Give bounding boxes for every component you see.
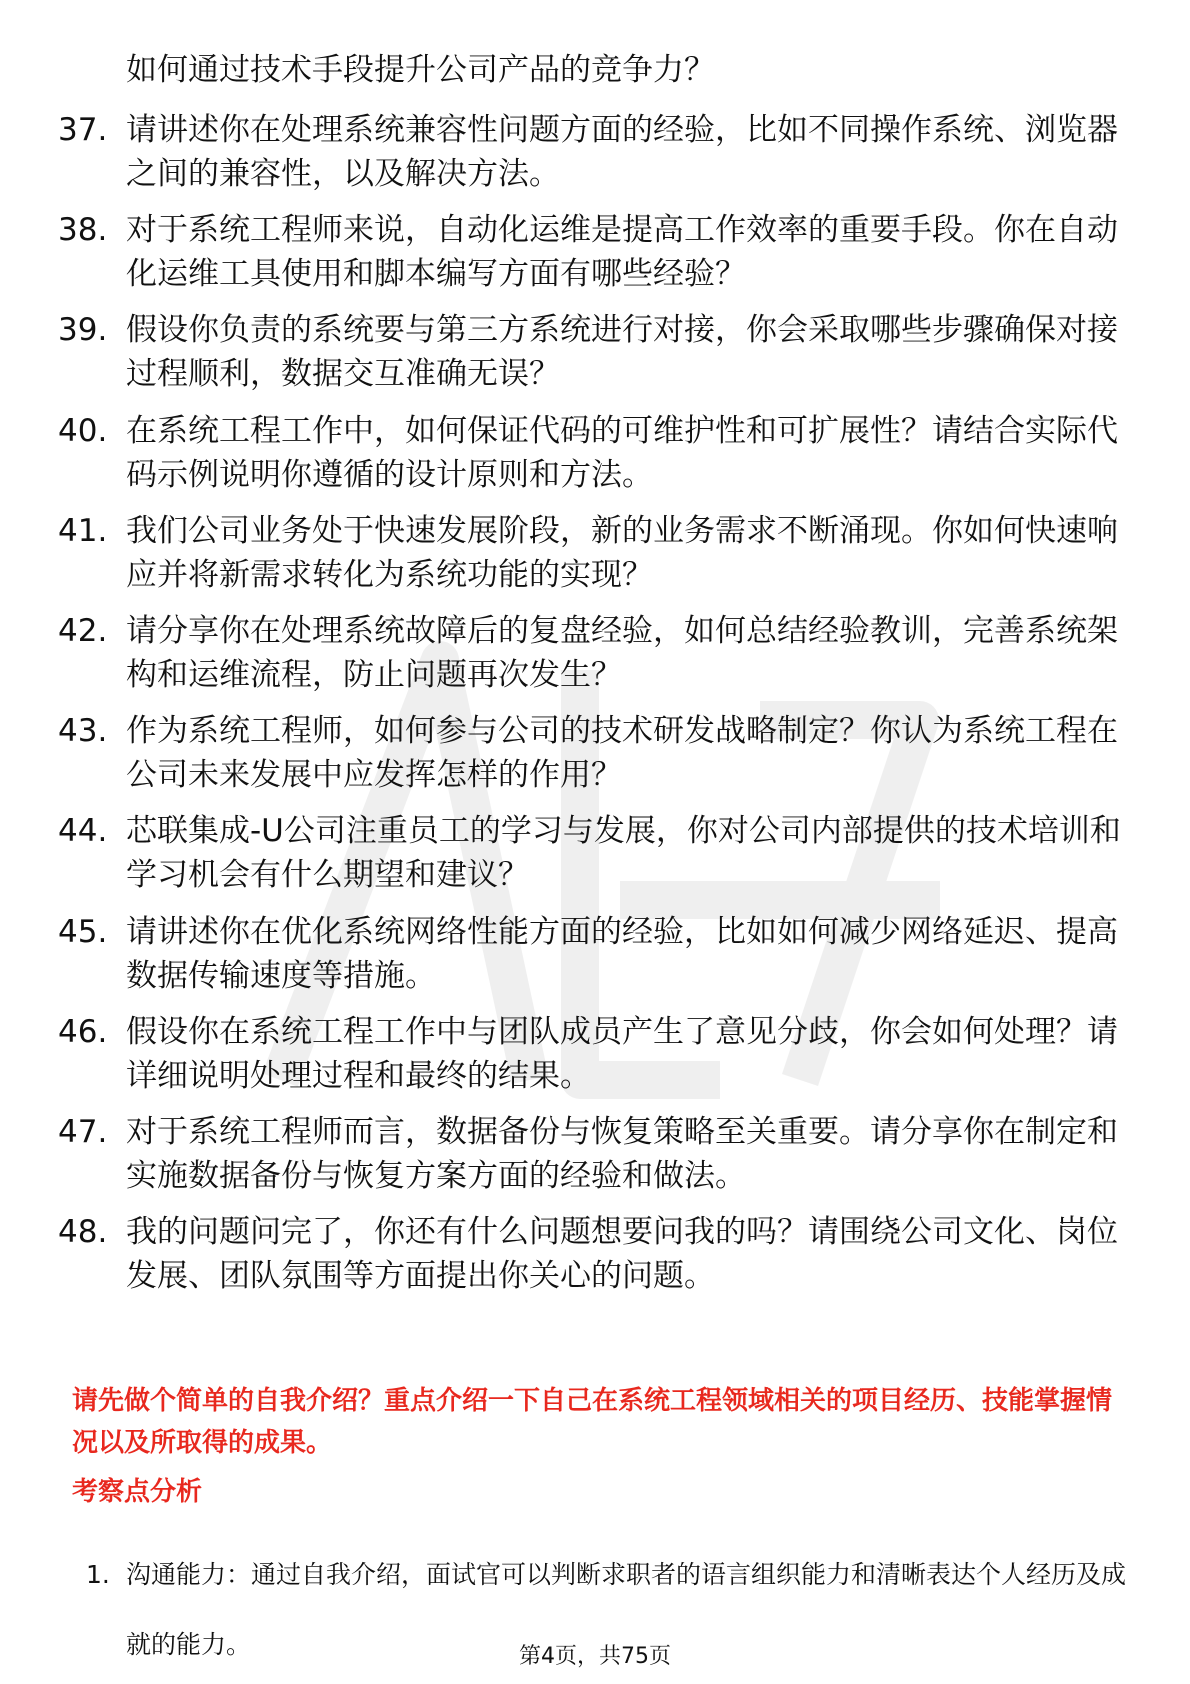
list-item (58, 809, 1128, 897)
question-number: 44. (58, 813, 108, 850)
list-item (58, 1010, 1128, 1098)
list-item (58, 609, 1128, 697)
list-item (58, 709, 1128, 797)
list-item (58, 509, 1128, 597)
question-number: 37. (58, 112, 108, 148)
question-number: 38. (58, 212, 108, 249)
list-item (58, 910, 1128, 998)
analysis-item-text: 沟通能力：通过自我介绍，面试官可以判断求职者的语言组织能力和清晰表达个人经历及成就的能力。 (126, 1560, 1127, 1659)
list-item (58, 1110, 1128, 1198)
list-item (58, 1210, 1128, 1298)
question-text: 假设你在系统工程工作中与团队成员产生了意见分歧，你会如何处理？请详细说明处理过程和最终的结果。 (126, 1013, 1118, 1094)
page-footer: 第4页，共75页 (519, 1644, 671, 1669)
question-text: 请讲述你在优化系统网络性能方面的经验，比如如何减少网络延迟、提高数据传输速度等措施。 (126, 913, 1118, 994)
question-text: 芯联集成-U公司注重员工的学习与发展，你对公司内部提供的技术培训和学习机会有什么期望和建议？ (126, 813, 1121, 894)
question-number: 47. (58, 1113, 108, 1150)
list-item (58, 108, 1128, 196)
question-text: 对于系统工程师而言，数据备份与恢复策略至关重要。请分享你在制定和实施数据备份与恢复方案方面的经验和做法。 (126, 1113, 1118, 1194)
list-item (58, 409, 1128, 497)
question-text: 作为系统工程师，如何参与公司的技术研发战略制定？你认为系统工程在公司未来发展中应发挥怎样的作用？ (126, 713, 1118, 794)
question-list (58, 108, 1128, 1310)
question-text: 我的问题问完了，你还有什么问题想要问我的吗？请围绕公司文化、岗位发展、团队氛围等方面提出你关心的问题。 (126, 1214, 1118, 1295)
list-item (58, 208, 1128, 296)
question-text: 在系统工程工作中，如何保证代码的可维护性和可扩展性？请结合实际代码示例说明你遵循的设计原则和方法。 (126, 412, 1118, 493)
question-number: 40. (58, 412, 108, 449)
question-number: 39. (58, 312, 108, 349)
analysis-item-number: 1. (86, 1560, 110, 1589)
question-text: 对于系统工程师来说，自动化运维是提高工作效率的重要手段。你在自动化运维工具使用和脚本编写方面有哪些经验？ (126, 212, 1118, 293)
question-number: 46. (58, 1013, 108, 1050)
question-text: 请讲述你在处理系统兼容性问题方面的经验，比如不同操作系统、浏览器之间的兼容性，以及解决方法。 (126, 112, 1118, 192)
question-number: 45. (58, 913, 108, 950)
question-text: 我们公司业务处于快速发展阶段，新的业务需求不断涌现。你如何快速响应并将新需求转化为系统功能的实现？ (126, 512, 1118, 593)
question-number: 48. (58, 1214, 108, 1251)
analysis-section-title: 考察点分析 (72, 1477, 203, 1507)
question-text: 假设你负责的系统要与第三方系统进行对接，你会采取哪些步骤确保对接过程顺利，数据交互准确无误？ (126, 312, 1118, 393)
question-text: 请分享你在处理系统故障后的复盘经验，如何总结经验教训，完善系统架构和运维流程，防止问题再次发生？ (126, 612, 1118, 693)
highlight-question-heading: 请先做个简单的自我介绍？重点介绍一下自己在系统工程领域相关的项目经历、技能掌握情况以及所取得的成果。 (72, 1386, 1113, 1458)
list-item (58, 308, 1128, 396)
question-number: 42. (58, 612, 108, 649)
carryover-question-text: 如何通过技术手段提升公司产品的竞争力？ (126, 52, 715, 88)
question-number: 43. (58, 713, 108, 750)
question-number: 41. (58, 512, 108, 549)
